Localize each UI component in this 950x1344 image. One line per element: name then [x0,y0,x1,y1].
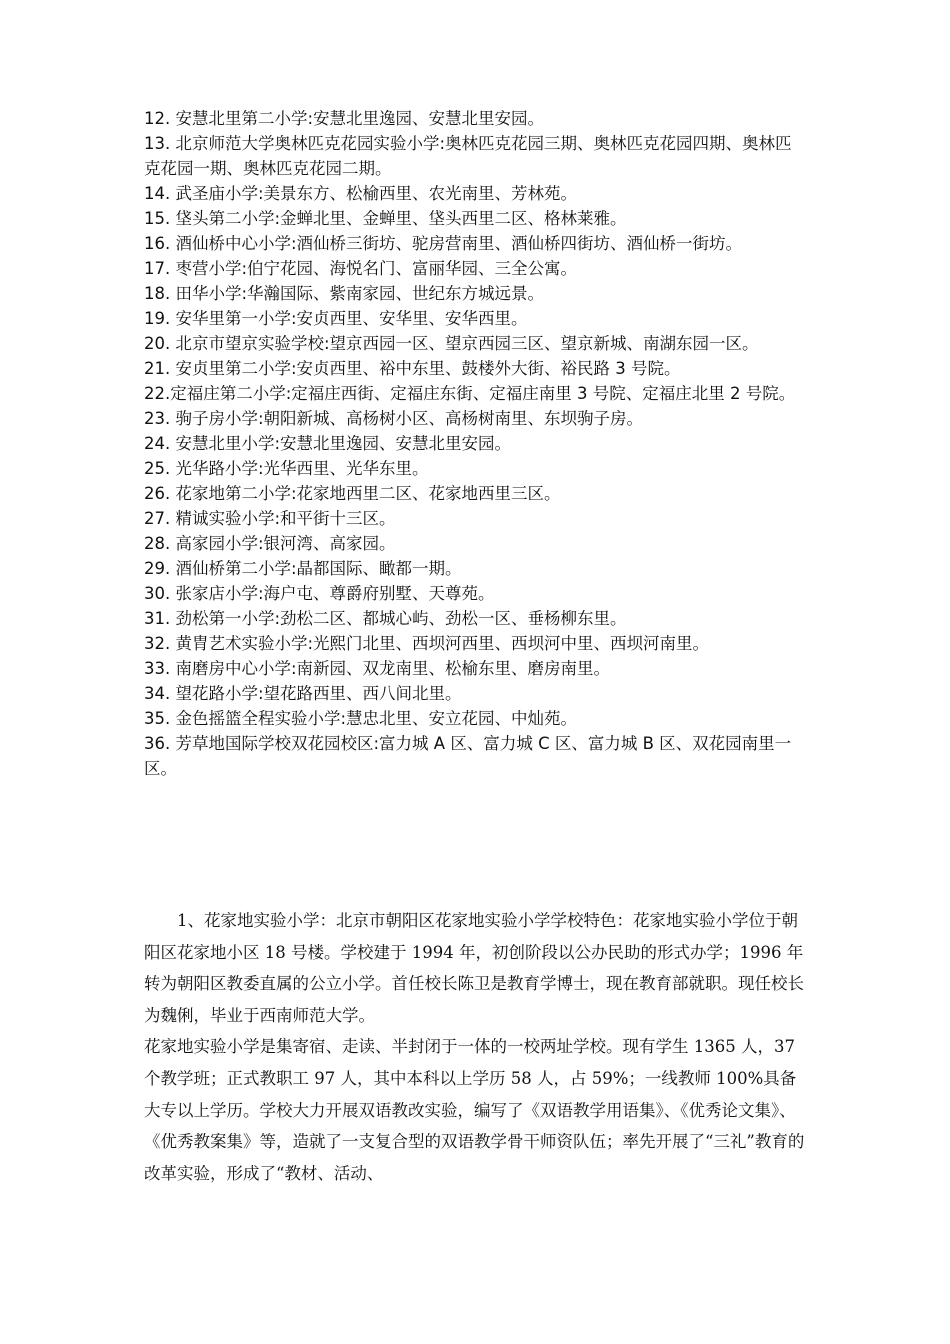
list-item: 36. 芳草地国际学校双花园校区:富力城 A 区、富力城 C 区、富力城 B 区、双花园南里一区。 [144,734,792,778]
list-item: 15. 垡头第二小学:金蝉北里、金蝉里、垡头西里二区、格林莱雅。 [144,209,627,228]
list-item: 26. 花家地第二小学:花家地西里二区、花家地西里三区。 [144,484,561,503]
list-item: 12. 安慧北里第二小学:安慧北里逸园、安慧北里安园。 [144,109,545,128]
article-body [144,905,806,1189]
list-item: 34. 望花路小学:望花路西里、西八间北里。 [144,684,462,703]
school-district-list [144,106,804,781]
list-item: 35. 金色摇篮全程实验小学:慧忠北里、安立花园、中灿苑。 [144,709,578,728]
list-item: 14. 武圣庙小学:美景东方、松榆西里、农光南里、芳林苑。 [144,184,578,203]
list-item: 24. 安慧北里小学:安慧北里逸园、安慧北里安园。 [144,434,512,453]
list-item: 30. 张家店小学:海户屯、尊爵府别墅、天尊苑。 [144,584,495,603]
list-item: 27. 精诚实验小学:和平街十三区。 [144,509,396,528]
article-paragraph: 花家地实验小学是集寄宿、走读、半封闭于一体的一校两址学校。现有学生 1365 人，37 个教学班；正式教职工 97 人，其中本科以上学历 58 人，占 59%；一线教师 100%具备大专以上学历。学校大力开展双语教改实验，编写了《双语教学用语集》、《优秀论文集》、《优秀教案集》等，造就了一支复合型的双语教学骨干师资队伍；率先开展了“三礼”教育的改革实验，形成了“教材、活动、 [144,1037,805,1183]
list-item: 23. 驹子房小学:朝阳新城、高杨树小区、高杨树南里、东坝驹子房。 [144,409,644,428]
list-item: 21. 安贞里第二小学:安贞西里、裕中东里、鼓楼外大街、裕民路 3 号院。 [144,359,681,378]
list-item: 22.定福庄第二小学:定福庄西街、定福庄东街、定福庄南里 3 号院、定福庄北里 2 号院。 [144,384,796,403]
list-item: 29. 酒仙桥第二小学:晶都国际、瞰都一期。 [144,559,462,578]
list-item: 13. 北京师范大学奥林匹克花园实验小学:奥林匹克花园三期、奥林匹克花园四期、奥林匹克花园一期、奥林匹克花园二期。 [144,134,792,178]
list-item: 28. 高家园小学:银河湾、高家园。 [144,534,396,553]
article-paragraph: 1、花家地实验小学：北京市朝阳区花家地实验小学学校特色：花家地实验小学位于朝阳区花家地小区 18 号楼。学校建于 1994 年，初创阶段以公办民助的形式办学；1996 年转为朝阳区教委直属的公立小学。首任校长陈卫是教育学博士，现在教育部就职。现任校长为魏俐，毕业于西南师范大学。 [144,911,804,1025]
list-item: 17. 枣营小学:伯宁花园、海悦名门、富丽华园、三全公寓。 [144,259,578,278]
list-item: 31. 劲松第一小学:劲松二区、都城心屿、劲松一区、垂杨柳东里。 [144,609,627,628]
list-item: 33. 南磨房中心小学:南新园、双龙南里、松榆东里、磨房南里。 [144,659,611,678]
list-item: 20. 北京市望京实验学校:望京西园一区、望京西园三区、望京新城、南湖东园一区。 [144,334,759,353]
list-item: 18. 田华小学:华瀚国际、紫南家园、世纪东方城远景。 [144,284,545,303]
list-item: 25. 光华路小学:光华西里、光华东里。 [144,459,429,478]
list-item: 16. 酒仙桥中心小学:酒仙桥三街坊、驼房营南里、酒仙桥四街坊、酒仙桥一街坊。 [144,234,743,253]
list-item: 32. 黄胄艺术实验小学:光熙门北里、西坝河西里、西坝河中里、西坝河南里。 [144,634,710,653]
list-item: 19. 安华里第一小学:安贞西里、安华里、安华西里。 [144,309,528,328]
